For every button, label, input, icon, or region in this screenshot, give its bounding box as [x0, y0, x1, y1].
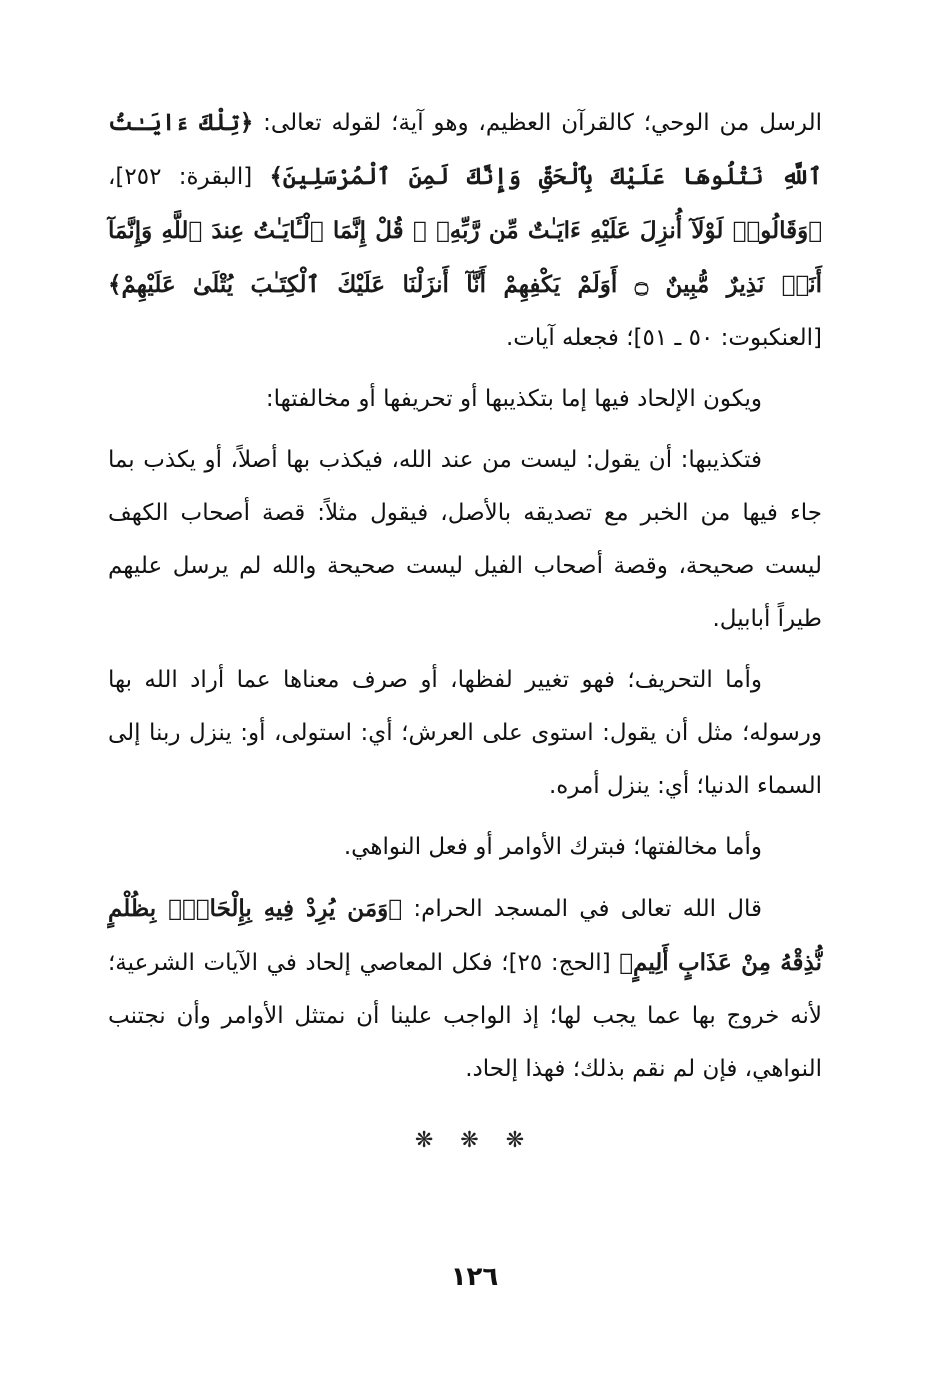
paragraph-4	[108, 654, 822, 813]
paragraph-text: وأما التحريف؛ فهو تغيير لفظها، أو صرف معناها عما أراد الله بها ورسوله؛ مثل أن يقول: استوى على العرش؛ أي: استولى، أو: ينزل ربنا إلى السماء الدنيا؛ أي: ينزل أمره.	[108, 667, 822, 799]
paragraph-text: الرسل من الوحي؛ كالقرآن العظيم، وهو آية؛ لقوله تعالى:	[253, 110, 822, 136]
paragraph-text: وأما مخالفتها؛ فبترك الأوامر أو فعل النواهي.	[343, 834, 762, 860]
page-number: ١٢٦	[450, 1262, 499, 1292]
paragraph-2	[108, 373, 822, 426]
paragraph-text: [الحج: ٢٥]؛ فكل المعاصي إلحاد في الآيات الشرعية؛ لأنه خروج بها عما يجب لها؛ إذ الواجب علينا أن نمتثل الأوامر وأن نجتنب النواهي، فإن لم نقم بذلك؛ فهذا إلحاد.	[108, 950, 822, 1082]
paragraph-text: ويكون الإلحاد فيها إما بتكذيبها أو تحريفها أو مخالفتها:	[265, 386, 762, 412]
verse-reference: [البقرة: ٢٥٢]،	[108, 164, 270, 190]
quran-verse: ﴿تِلْكَ ءَايَـٰتُ ٱللَّهِ نَتْلُوهَا عَلَيْكَ بِٱلْحَقِّ وَإِنَّكَ لَمِنَ ٱلْمُرْسَلِينَ﴾	[108, 109, 822, 190]
paragraph-3	[108, 434, 822, 646]
quran-verse: ﴿وَمَن يُرِدْ فِيهِ بِإِلْحَادٍۭ بِظُلْمٍ نُّذِقْهُ مِنْ عَذَابٍ أَلِيمٍ﴾	[108, 895, 823, 976]
paragraph-5	[108, 821, 822, 874]
paragraph-1	[108, 96, 822, 365]
section-separator: ❋ ❋ ❋	[414, 1128, 535, 1153]
paragraph-text: قال الله تعالى في المسجد الحرام:	[402, 896, 762, 922]
paragraph-6	[108, 882, 822, 1096]
paragraph-text: فتكذيبها: أن يقول: ليست من عند الله، فيكذب بها أصلاً، أو يكذب بما جاء فيها من الخبر مع تصديقه بالأصل، فيقول مثلاً: قصة أصحاب الكهف ليست صحيحة، وقصة أصحاب الفيل ليست صحيحة والله لم يرسل عليهم طيراً أبابيل.	[108, 447, 822, 632]
quran-verse: ﴿وَقَالُوا۟ لَوْلَآ أُنزِلَ عَلَيْهِ ءَايَـٰتٌ مِّن رَّبِّهِۦ ۖ قُلْ إِنَّمَا ٱلْـَٔايَـٰتُ عِندَ ٱللَّهِ وَإِنَّمَآ أَنَا۠ نَذِيرٌ مُّبِينٌ ۝ أَوَلَمْ يَكْفِهِمْ أَنَّآ أَنزَلْنَا عَلَيْكَ ٱلْكِتَـٰبَ يُتْلَىٰ عَلَيْهِمْ﴾	[108, 217, 822, 298]
verse-reference: [العنكبوت: ٥٠ ـ ٥١]؛ فجعله آيات.	[505, 325, 822, 351]
page-body	[108, 96, 822, 1104]
